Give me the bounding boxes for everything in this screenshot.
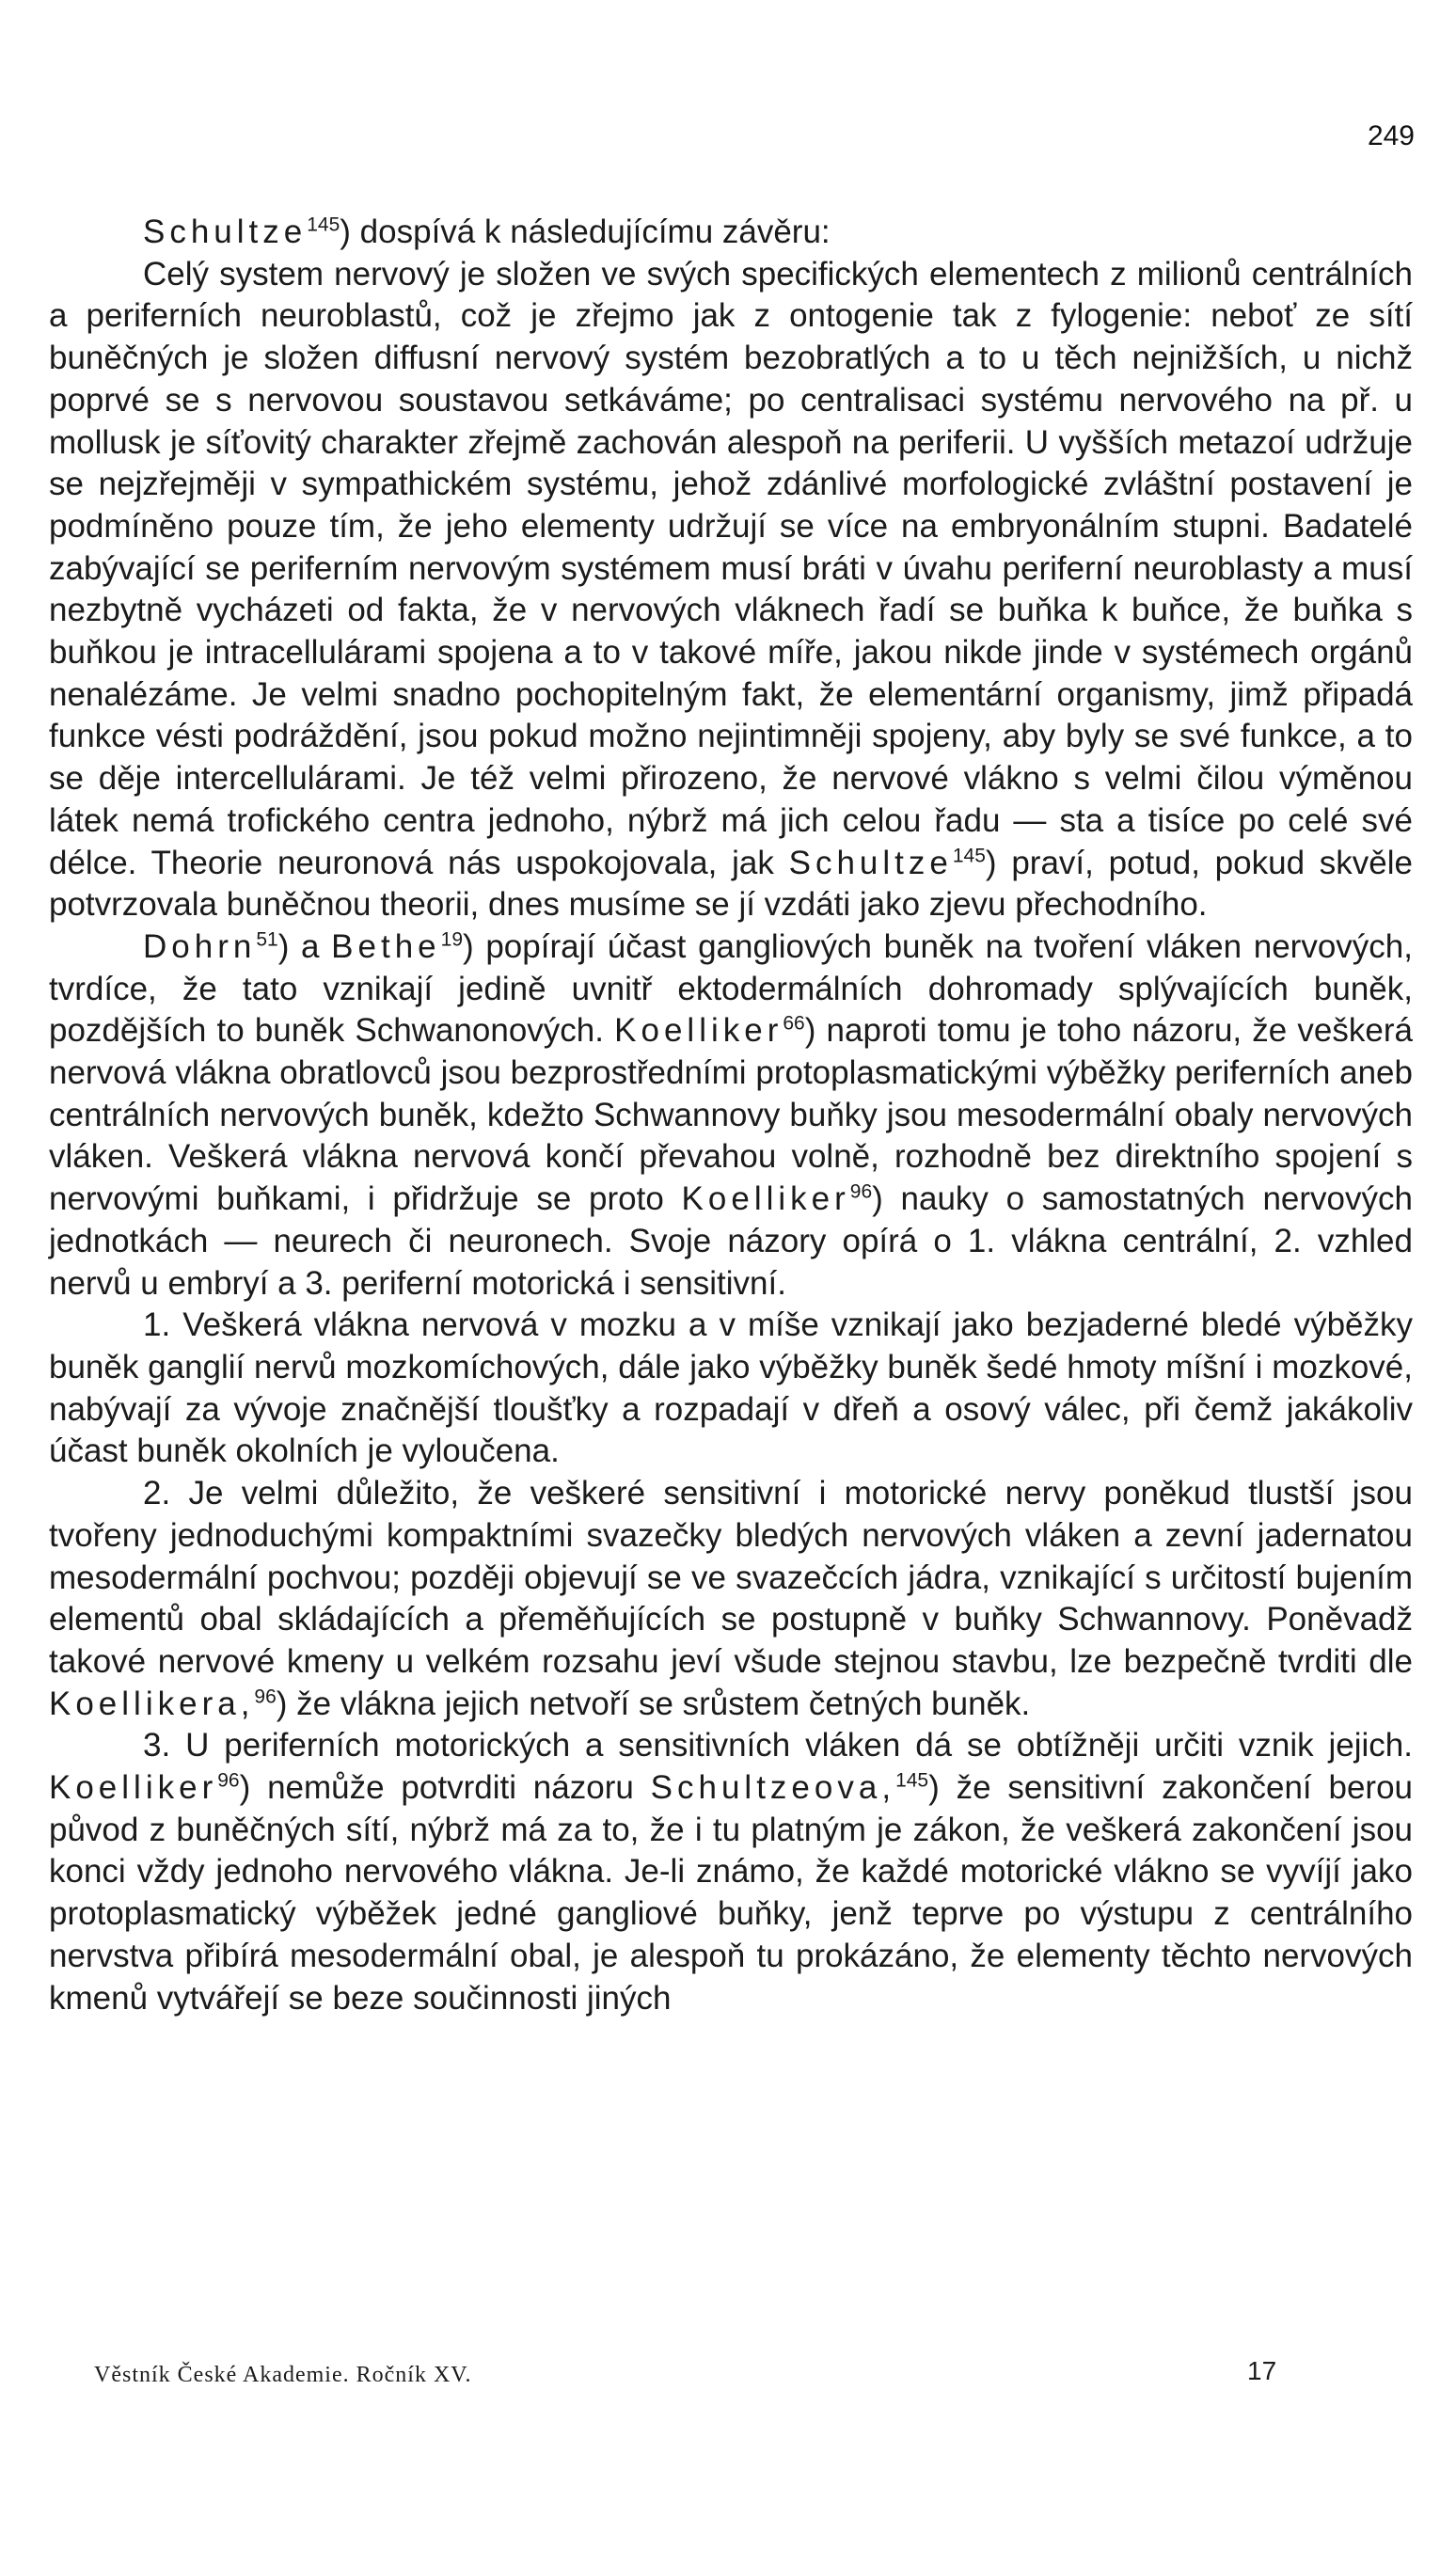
paragraph-text: ) popírají účast gangliových buněk na tvoření vláken nervových, tvrdíce, že tato vznikají jedině uvnitř ektodermálních dohromady splývajících buněk, pozdějších to buněk Schwanonových. [49,927,1413,1050]
paragraph-text: 2. Je velmi důležito, že veškeré sensitivní i motorické nervy poněkud tlustší jsou tvořeny jednoduchými kompaktními svazečky bledých nervových vláken a zevní jadernatou mesodermální pochvou; později objevují se ve svazečcích jádra, vznikající s určitostí bujením elementů obal skládajících a přeměňujících se postupně v buňky Schwannovy. Poněvadž takové nervové kmeny u velkém rozsahu jeví všude stejnou stavbu, lze bezpečně tvrditi dle [49,1475,1413,1680]
paragraph-6 [49,1725,1413,2019]
reference-number: 19 [440,928,463,951]
paragraph-text: ) nauky o samostatných nervových jednotkách — neurech či neuronech. Svoje názory opírá o 1. vlákna centrální, 2. vzhled nervů u embryí a 3. periferní motorická i sensitivní. [49,1180,1413,1302]
reference-number: 96 [217,1769,240,1792]
paragraph-text: 1. Veškerá vlákna nervová v mozku a v míše vznikají jako bezjaderné bledé výběžky buněk ganglií nervů mozkomíchových, dále jako výběžky buněk šedé hmoty míšní i mozkové, nabývají za vývoje značnější tloušťky a rozpadají v dřeň a osový válec, při čemž jakákoliv účast buněk okolních je vyloučena. [49,1306,1413,1470]
author-citation: Schultzeova, [650,1769,896,1807]
reference-number: 51 [256,928,278,951]
author-citation: Koelliker [49,1769,218,1807]
reference-number: 96 [849,1180,873,1203]
paragraph-text: ) že vlákna jejich netvoří se srůstem četných buněk. [276,1685,1031,1722]
author-citation: Koellikera, [49,1685,255,1722]
paragraph-text: Celý system nervový je složen ve svých specifických elementech z milionů centrálních a periferních neuroblastů, což je zřejmo jak z ontogenie tak z fylogenie: neboť ze sítí buněčných je složen diffusní nervový systém bezobratlých a to u těch nejnižších, u nichž poprvé se s nervovou soustavou setkáváme; po centralisaci systému nervového na př. u mollusk je síťovitý charakter zřejmě zachován alespoň na periferii. U vyšších metazoí udržuje se nejzřejměji v sympathickém systému, jehož zdánlivé morfologické zvláštní postavení je podmíněno pouze tím, že jeho elementy udržují se více na embryonálním stupni. Badatelé zabývající se periferním nervovým systémem musí bráti v úvahu periferní neuroblasty a musí nezbytně vycházeti od fakta, že v nervových vláknech řadí se buňka k buňce, že buňka s buňkou je intracellulárami spojena a to v takové míře, jakou nikde jinde v systémech orgánů nenalézáme. Je velmi snadno pochopitelným fakt, že elementární organismy, jimž připadá funkce vésti podráždění, jsou pokud možno nejintimněji spojeny, aby byly se své funkce, a to se děje intercellulárami. Je též velmi přirozeno, že nervové vlákno s velmi čilou výměnou látek nemá trofického centra jednoho, nýbrž má jich celou řadu — sta a tisíce po celé své délce. Theorie neuronová nás uspokojovala, jak [49,255,1413,881]
author-citation: Koelliker [681,1180,850,1218]
paragraph-3 [49,926,1413,1305]
author-citation: Koelliker [614,1012,783,1050]
main-text [49,212,1413,2019]
reference-number: 145 [307,214,340,236]
footer-journal-title: Věstník České Akademie. Ročník XV. [94,2363,472,2387]
paragraph-2 [49,254,1413,926]
footer-signature-mark: 17 [1247,2356,1277,2385]
paragraph-5 [49,1473,1413,1725]
paragraph-text: ) že sensitivní zakončení berou původ z buněčných sítí, nýbrž má za to, že i tu platným je zákon, že veškerá zakončení jsou konci vždy jednoho nervového vlákna. Je-li známo, že každé motorické vlákno se vyvíjí jako protoplasmatický výběžek jedné gangliové buňky, jenž teprve po výstupu z centrálního nervstva přibírá mesodermální obal, je alespoň tu prokázáno, že elementy těchto nervových kmenů vytvářejí se beze součinnosti jiných [49,1769,1414,2017]
reference-number: 145 [895,1769,929,1792]
paragraph-text: ) naproti tomu je toho názoru, že veškerá nervová vlákna obratlovců jsou bezprostředními protoplasmatickými výběžky periferních aneb centrálních nervových buněk, kdežto Schwannovy buňky jsou mesodermální obaly nervových vláken. Veškerá vlákna nervová končí převahou volně, rozhodně bez direktního spojení s nervovými buňkami, i přidržuje se proto [49,1012,1413,1218]
reference-number: 66 [783,1012,805,1035]
paragraph-text: 3. U periferních motorických a sensitivních vláken dá se obtížněji určiti vznik jejich. [143,1727,1413,1765]
author-citation: Bethe [331,927,441,965]
page-number: 249 [1367,120,1415,151]
author-citation: Schultze [788,844,953,881]
reference-number: 96 [254,1685,277,1707]
paragraph-text: ) nemůže potvrditi názoru [239,1769,651,1807]
reference-number: 145 [952,844,986,866]
paragraph-1 [49,212,1413,254]
author-citation: Schultze [143,214,308,250]
author-citation: Dohrn [143,927,257,965]
paragraph-4 [49,1305,1413,1473]
paragraph-text: ) praví, potud, pokud skvěle potvrzovala buněčnou theorii, dnes musíme se jí vzdáti jako zjevu přechodního. [49,844,1414,924]
paragraph-text: ) a [277,927,332,965]
paragraph-text: ) dospívá k následujícímu závěru: [340,214,831,250]
